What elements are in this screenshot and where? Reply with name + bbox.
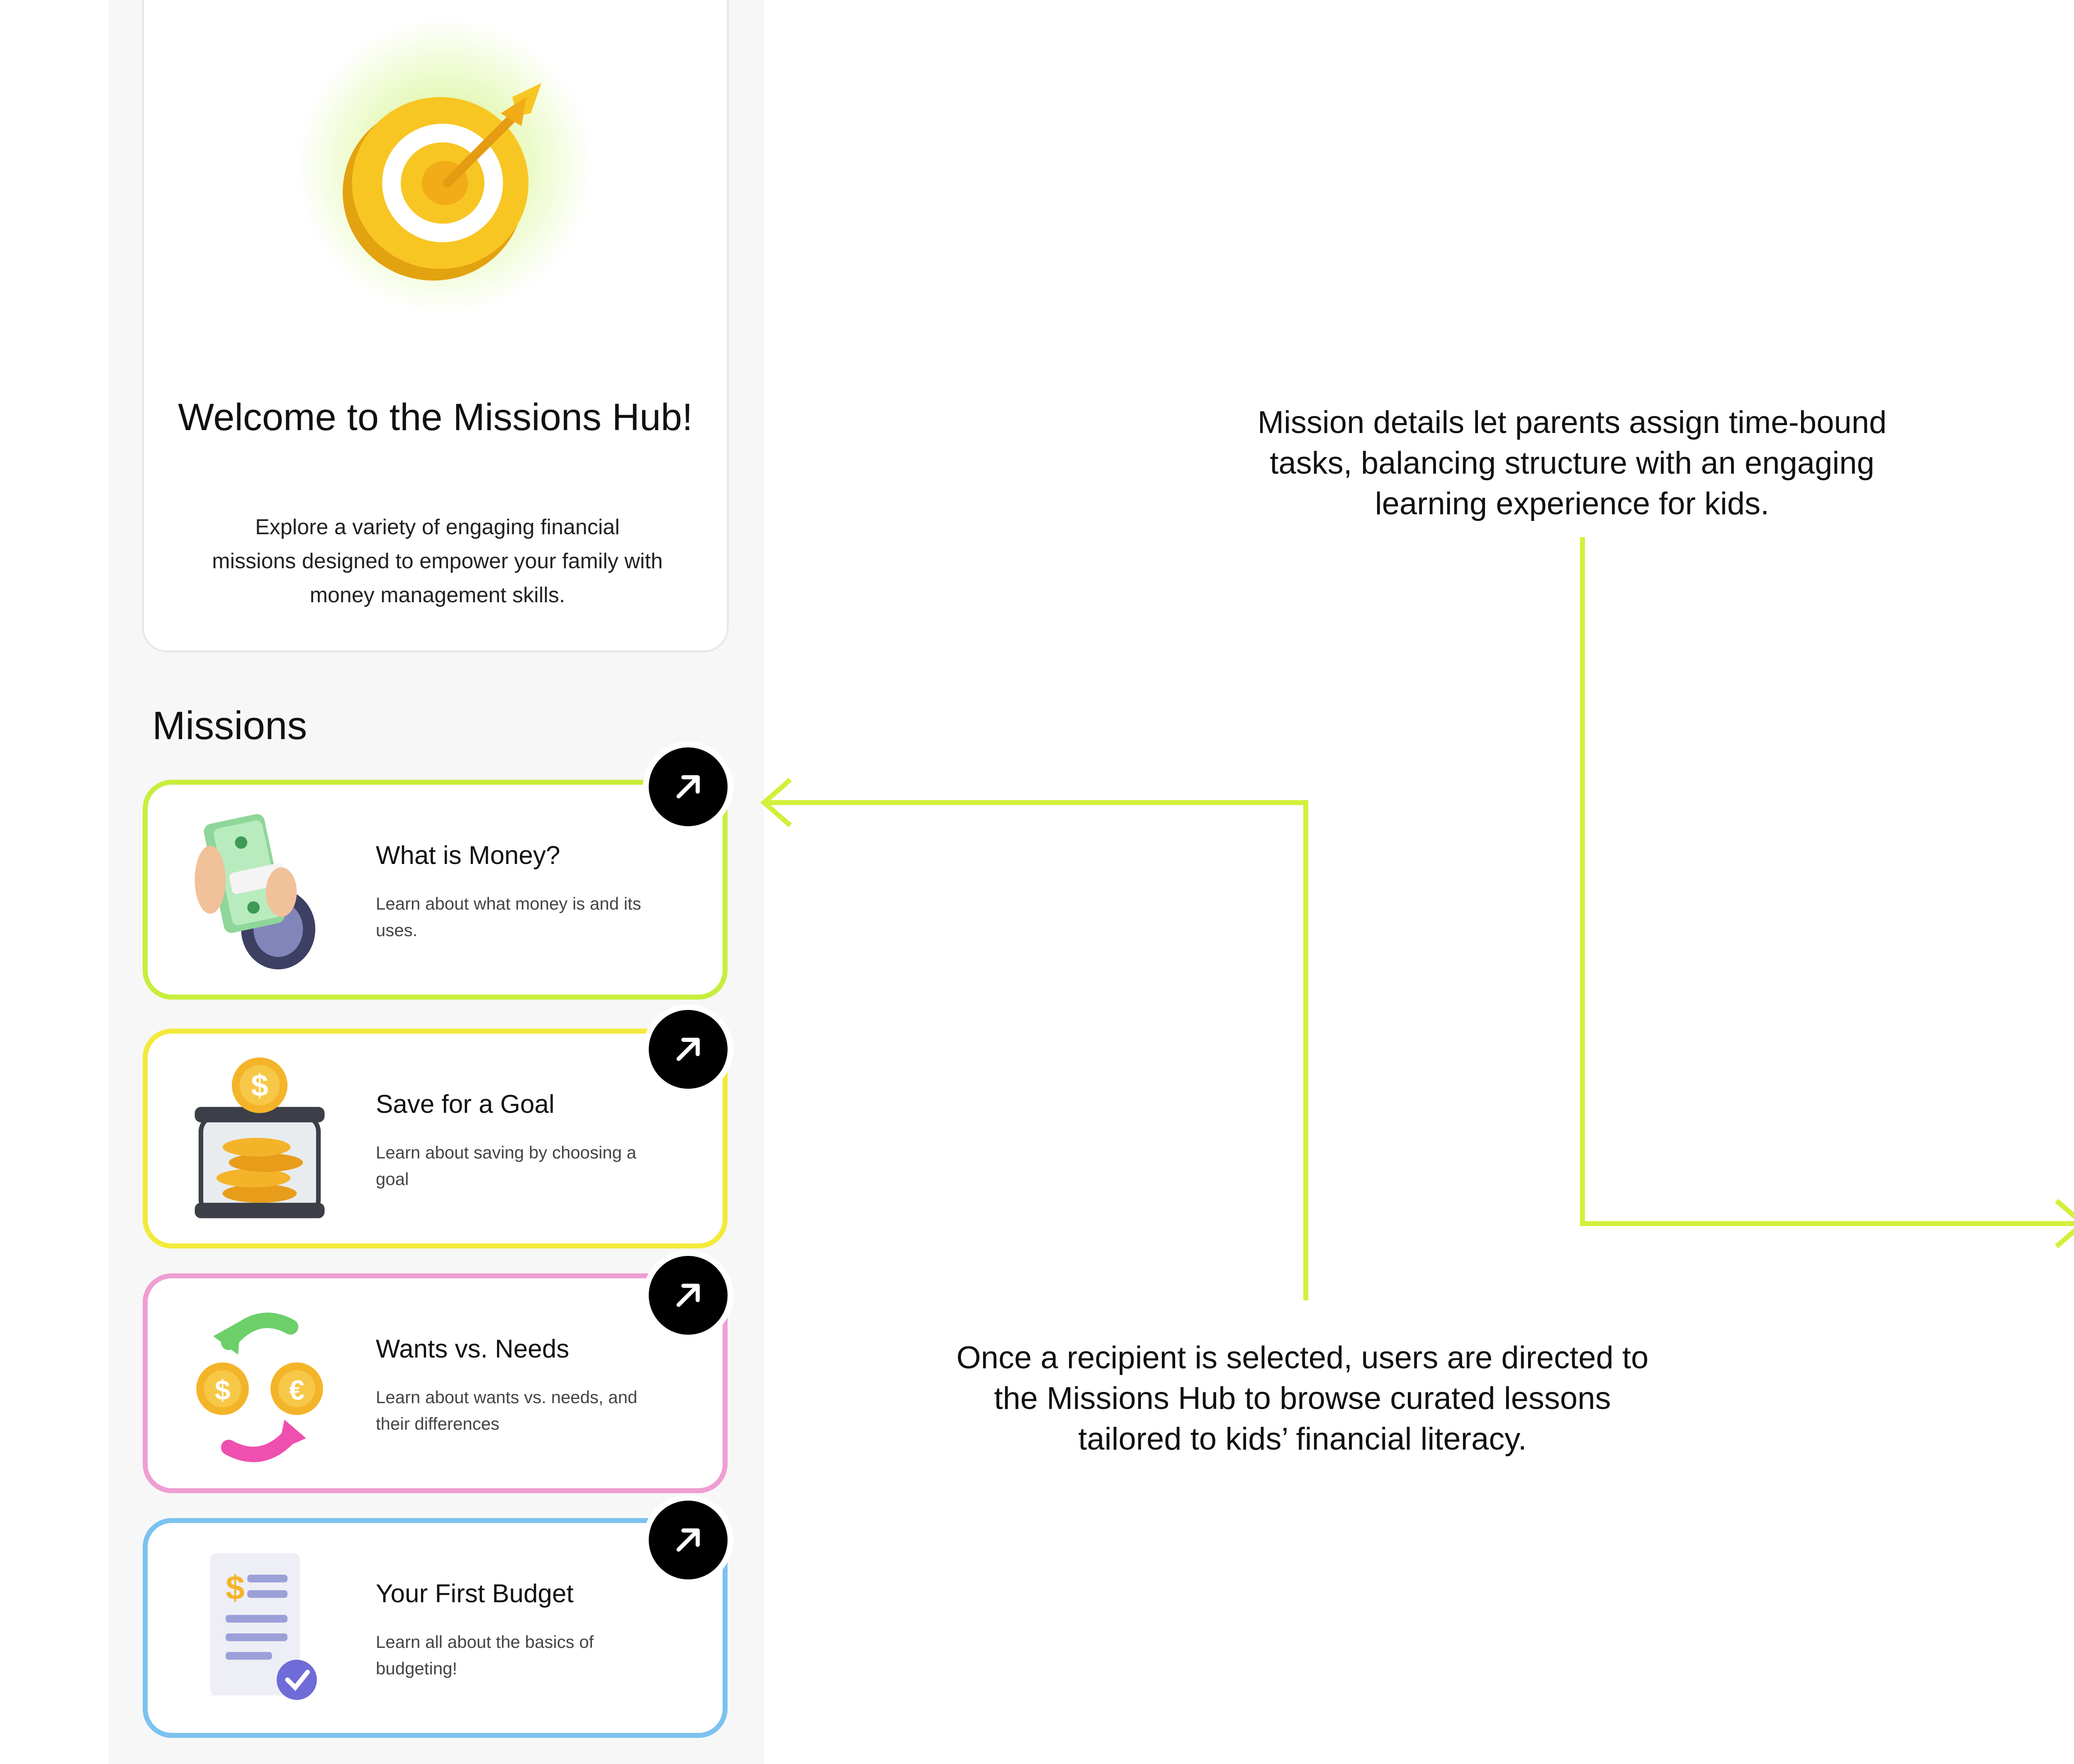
mission-card-your-first-budget[interactable] [143,1518,728,1738]
svg-text:$: $ [226,1569,245,1607]
mission-title: Wants vs. Needs [376,1335,570,1363]
mission-description: Learn about saving by choosing a goal [376,1143,637,1189]
annotation-missions-hub: Once a recipient is selected, users are directed to the Missions Hub to browse curated lessons tailored to kids’ financial literacy. [956,1340,1649,1457]
mission-description: Learn all about the basics of budgeting! [376,1632,594,1678]
arrow-up-right-icon [669,1276,707,1314]
cash-hand-icon [181,805,338,976]
svg-text:$: $ [251,1068,268,1103]
open-mission-button[interactable] [649,747,728,826]
missions-hub-screen [109,0,764,1764]
annotation-mission-details: Mission details let parents assign time-bound tasks, balancing structure with an engaging learning experience for kids. [1257,405,1887,521]
welcome-title: Welcome to the Missions Hub! [178,396,693,438]
currency-exchange-icon [181,1299,338,1469]
mission-description: Learn about wants vs. needs, and their differences [376,1387,638,1433]
mission-card-save-for-a-goal[interactable] [143,1029,728,1248]
welcome-text: Explore a variety of engaging financial missions designed to empower your family with money management skills. [212,515,663,607]
svg-text:€: € [289,1375,305,1406]
mission-title: Save for a Goal [376,1090,555,1119]
mission-title: What is Money? [376,841,560,870]
svg-text:$: $ [214,1375,231,1406]
arrow-up-right-icon [669,1030,707,1068]
mission-description: Learn about what money is and its uses. [376,894,641,940]
welcome-card [142,0,729,652]
open-mission-button[interactable] [649,1501,728,1579]
mission-card-what-is-money[interactable] [143,780,728,1000]
coin-jar-icon [181,1054,338,1224]
budget-receipt-icon [181,1544,338,1714]
target-icon [326,62,559,294]
arrow-up-right-icon [669,1521,707,1559]
open-mission-button[interactable] [649,1010,728,1089]
mission-card-wants-vs-needs[interactable] [143,1273,728,1493]
open-mission-button[interactable] [649,1256,728,1335]
mission-title: Your First Budget [376,1579,574,1608]
arrow-up-right-icon [669,768,707,806]
missions-heading: Missions [152,703,307,748]
